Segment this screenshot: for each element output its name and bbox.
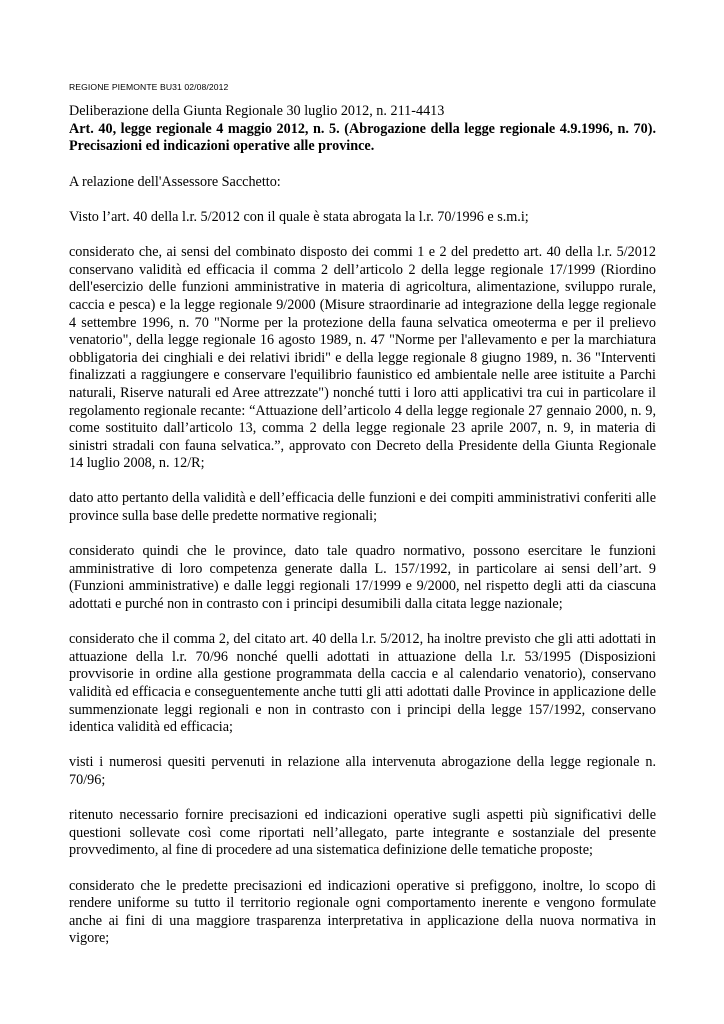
paragraph-considerato-3: considerato che il comma 2, del citato art. 40 della l.r. 5/2012, ha inoltre previsto che gli atti adottati in attuazione della l.r. 70/96 nonché quelli adottati in attuazione della l.r. 53/1995 (Disposizioni provvisorie in ordine alla gestione programmata della caccia e al calendario venatorio), conservano validità ed efficacia e conseguentemente anche tutti gli atti adottati dalle Province in applicazione delle summenzionate leggi regionali e non in contrasto con i principi della legge 157/1992, conservano identica validità ed efficacia;: [69, 631, 656, 736]
paragraph-considerato-1: considerato che, ai sensi del combinato disposto dei commi 1 e 2 del predetto art. 40 della l.r. 5/2012 conservano validità ed efficacia il comma 2 dell’articolo 2 della legge regionale 17/1999 (Riordino dell'esercizio delle funzioni amministrative in materia di agricoltura, alimentazione, sviluppo rurale, caccia e pesca) e la legge regionale 9/2000 (Misure straordinarie ad integrazione della legge regionale 4 settembre 1996, n. 70 "Norme per la protezione della fauna selvatica omeoterma e per il prelievo venatorio", della legge regionale 16 agosto 1989, n. 47 "Norme per l'allevamento e per la marchiatura obbligatoria dei cinghiali e dei relativi ibridi" e della legge regionale 8 giugno 1989, n. 36 "Interventi finalizzati a raggiungere e conservare l'equilibrio faunistico ed ambientale nelle aree istituite a Parchi naturali, Riserve naturali ed Aree attrezzate") nonché tutti i loro atti applicativi tra cui in particolare il regolamento regionale recante: “Attuazione dell’articolo 4 della legge regionale 27 gennaio 2000, n. 9, come sostituito dall’articolo 13, comma 2 della legge regionale 23 aprile 2007, n. 9, in materia di sinistri stradali con fauna selvatica.”, approvato con Decreto della Presidente della Giunta Regionale 14 luglio 2008, n. 12/R;: [69, 244, 656, 472]
document-body: [69, 103, 656, 948]
paragraph-relazione: A relazione dell'Assessore Sacchetto:: [69, 173, 281, 190]
paragraph-dato-atto: dato atto pertanto della validità e dell’efficacia delle funzioni e dei compiti amministrativi conferiti alle province sulla base delle predette normative regionali;: [69, 490, 656, 525]
paragraph-visti: visti i numerosi quesiti pervenuti in relazione alla intervenuta abrogazione della legge regionale n. 70/96;: [69, 754, 656, 788]
paragraph-considerato-2: considerato quindi che le province, dato tale quadro normativo, possono esercitare le funzioni amministrative di loro competenza generate dalla L. 157/1992, in particolare ai sensi dell’art. 9 (Funzioni amministrative) e dalle leggi regionali 17/1999 e 9/2000, nel rispetto degli atti da ciascuna adottati e purché non in contrasto con i principi desumibili dalla citata legge nazionale;: [69, 543, 656, 613]
deliberation-subject: Art. 40, legge regionale 4 maggio 2012, n. 5. (Abrogazione della legge regionale 4.9.1996, n. 70). Precisazioni ed indicazioni operative alle province.: [69, 120, 656, 155]
paragraph-visto: Visto l’art. 40 della l.r. 5/2012 con il quale è stata abrogata la l.r. 70/1996 e s.m.i;: [69, 208, 529, 225]
paragraph-ritenuto: ritenuto necessario fornire precisazioni ed indicazioni operative sugli aspetti più significativi delle questioni sollevate così come riportati nell’allegato, parte integrante e sostanziale del presente provvedimento, al fine di procedere ad una sistematica definizione delle tematiche proposte;: [69, 807, 656, 859]
bulletin-header: REGIONE PIEMONTE BU31 02/08/2012: [69, 82, 229, 92]
paragraph-considerato-4: considerato che le predette precisazioni ed indicazioni operative si prefiggono, inoltre, lo scopo di rendere uniforme su tutto il territorio regionale ogni comportamento inerente e vengono formulate anche ai fini di una maggiore trasparenza interpretativa in applicazione della nuova normativa in vigore;: [69, 877, 656, 947]
deliberation-title: Deliberazione della Giunta Regionale 30 luglio 2012, n. 211-4413: [69, 103, 445, 119]
